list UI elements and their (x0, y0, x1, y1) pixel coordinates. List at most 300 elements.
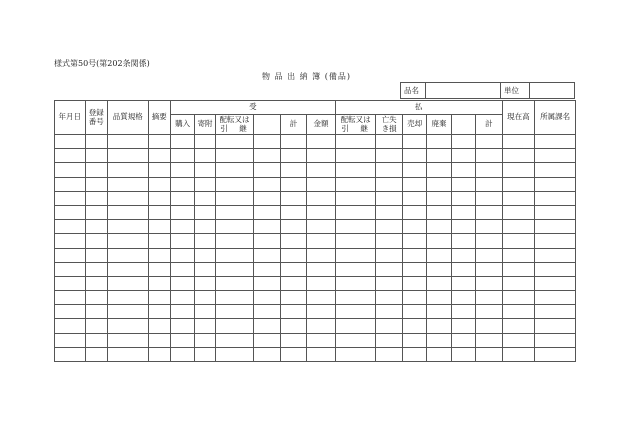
unit-field[interactable] (530, 83, 575, 99)
ledger-cell[interactable] (170, 177, 194, 191)
ledger-cell[interactable] (148, 234, 170, 248)
ledger-cell[interactable] (376, 135, 402, 149)
ledger-cell[interactable] (502, 276, 535, 290)
ledger-cell[interactable] (427, 276, 451, 290)
ledger-cell[interactable] (451, 333, 475, 347)
ledger-cell[interactable] (85, 234, 107, 248)
ledger-cell[interactable] (376, 234, 402, 248)
ledger-cell[interactable] (148, 191, 170, 205)
ledger-cell[interactable] (215, 205, 254, 219)
ledger-cell[interactable] (502, 163, 535, 177)
ledger-cell[interactable] (502, 220, 535, 234)
ledger-cell[interactable] (148, 220, 170, 234)
ledger-cell[interactable] (307, 319, 336, 333)
ledger-cell[interactable] (55, 191, 86, 205)
ledger-cell[interactable] (376, 205, 402, 219)
ledger-cell[interactable] (55, 262, 86, 276)
ledger-cell[interactable] (148, 177, 170, 191)
ledger-cell[interactable] (85, 248, 107, 262)
ledger-cell[interactable] (55, 276, 86, 290)
ledger-cell[interactable] (307, 291, 336, 305)
ledger-cell[interactable] (307, 262, 336, 276)
ledger-cell[interactable] (476, 177, 503, 191)
ledger-cell[interactable] (254, 177, 280, 191)
ledger-cell[interactable] (307, 305, 336, 319)
ledger-cell[interactable] (335, 333, 376, 347)
ledger-cell[interactable] (195, 276, 215, 290)
ledger-cell[interactable] (55, 177, 86, 191)
ledger-cell[interactable] (427, 319, 451, 333)
ledger-cell[interactable] (476, 305, 503, 319)
ledger-cell[interactable] (85, 163, 107, 177)
ledger-cell[interactable] (55, 234, 86, 248)
ledger-cell[interactable] (535, 305, 576, 319)
ledger-cell[interactable] (148, 262, 170, 276)
ledger-cell[interactable] (215, 305, 254, 319)
ledger-body (55, 135, 576, 362)
ledger-cell[interactable] (55, 305, 86, 319)
ledger-cell[interactable] (307, 135, 336, 149)
ledger-cell[interactable] (402, 234, 426, 248)
ledger-cell[interactable] (107, 333, 148, 347)
ledger-cell[interactable] (402, 248, 426, 262)
ledger-cell[interactable] (427, 234, 451, 248)
ledger-cell[interactable] (335, 149, 376, 163)
ledger-cell[interactable] (215, 262, 254, 276)
ledger-cell[interactable] (476, 205, 503, 219)
ledger-cell[interactable] (535, 276, 576, 290)
ledger-cell[interactable] (85, 149, 107, 163)
ledger-cell[interactable] (280, 333, 306, 347)
ledger-cell[interactable] (476, 163, 503, 177)
ledger-cell[interactable] (195, 220, 215, 234)
ledger-cell[interactable] (376, 291, 402, 305)
ledger-cell[interactable] (535, 177, 576, 191)
ledger-cell[interactable] (280, 234, 306, 248)
ledger-cell[interactable] (535, 135, 576, 149)
header-receive-transfer-line2: 引 継 (220, 123, 249, 133)
ledger-cell[interactable] (107, 291, 148, 305)
ledger-cell[interactable] (335, 305, 376, 319)
ledger-cell[interactable] (195, 135, 215, 149)
ledger-cell[interactable] (85, 191, 107, 205)
ledger-cell[interactable] (502, 191, 535, 205)
ledger-cell[interactable] (402, 149, 426, 163)
ledger-cell[interactable] (335, 220, 376, 234)
ledger-cell[interactable] (502, 291, 535, 305)
ledger-cell[interactable] (254, 191, 280, 205)
ledger-cell[interactable] (107, 305, 148, 319)
ledger-cell[interactable] (55, 163, 86, 177)
ledger-cell[interactable] (335, 262, 376, 276)
ledger-cell[interactable] (307, 177, 336, 191)
ledger-cell[interactable] (148, 163, 170, 177)
ledger-cell[interactable] (402, 276, 426, 290)
ledger-cell[interactable] (254, 333, 280, 347)
ledger-cell[interactable] (427, 262, 451, 276)
ledger-cell[interactable] (307, 191, 336, 205)
ledger-cell[interactable] (55, 220, 86, 234)
ledger-cell[interactable] (195, 333, 215, 347)
ledger-cell[interactable] (170, 305, 194, 319)
ledger-cell[interactable] (170, 149, 194, 163)
ledger-cell[interactable] (427, 248, 451, 262)
ledger-cell[interactable] (476, 149, 503, 163)
ledger-cell[interactable] (476, 333, 503, 347)
ledger-row (55, 135, 576, 149)
ledger-cell[interactable] (502, 135, 535, 149)
header-receive-total: 計 (280, 115, 306, 135)
ledger-cell[interactable] (148, 248, 170, 262)
ledger-cell[interactable] (195, 347, 215, 361)
ledger-cell[interactable] (402, 305, 426, 319)
ledger-cell[interactable] (215, 347, 254, 361)
ledger-cell[interactable] (170, 291, 194, 305)
ledger-cell[interactable] (476, 319, 503, 333)
ledger-cell[interactable] (451, 163, 475, 177)
ledger-cell[interactable] (427, 135, 451, 149)
ledger-cell[interactable] (307, 234, 336, 248)
ledger-cell[interactable] (502, 305, 535, 319)
ledger-cell[interactable] (170, 220, 194, 234)
ledger-cell[interactable] (502, 248, 535, 262)
ledger-cell[interactable] (307, 276, 336, 290)
ledger-cell[interactable] (502, 262, 535, 276)
ledger-cell[interactable] (476, 234, 503, 248)
ledger-cell[interactable] (307, 149, 336, 163)
ledger-cell[interactable] (195, 319, 215, 333)
ledger-cell[interactable] (85, 220, 107, 234)
ledger-cell[interactable] (195, 191, 215, 205)
ledger-cell[interactable] (307, 163, 336, 177)
ledger-cell[interactable] (195, 163, 215, 177)
ledger-cell[interactable] (376, 149, 402, 163)
ledger-cell[interactable] (476, 135, 503, 149)
ledger-cell[interactable] (451, 319, 475, 333)
ledger-cell[interactable] (215, 191, 254, 205)
ledger-cell[interactable] (376, 262, 402, 276)
ledger-cell[interactable] (148, 205, 170, 219)
ledger-cell[interactable] (170, 333, 194, 347)
ledger-cell[interactable] (335, 191, 376, 205)
ledger-cell[interactable] (55, 291, 86, 305)
ledger-cell[interactable] (215, 333, 254, 347)
ledger-cell[interactable] (55, 205, 86, 219)
ledger-cell[interactable] (402, 163, 426, 177)
ledger-cell[interactable] (85, 205, 107, 219)
ledger-cell[interactable] (376, 305, 402, 319)
header-pay: 払 (335, 101, 502, 115)
ledger-cell[interactable] (107, 191, 148, 205)
ledger-cell[interactable] (215, 149, 254, 163)
ledger-cell[interactable] (280, 262, 306, 276)
ledger-cell[interactable] (85, 333, 107, 347)
ledger-cell[interactable] (107, 234, 148, 248)
ledger-cell[interactable] (335, 234, 376, 248)
ledger-cell[interactable] (107, 163, 148, 177)
ledger-cell[interactable] (254, 291, 280, 305)
ledger-cell[interactable] (335, 319, 376, 333)
header-pay-disposal: 廃棄 (427, 115, 451, 135)
ledger-cell[interactable] (107, 177, 148, 191)
ledger-cell[interactable] (402, 191, 426, 205)
ledger-cell[interactable] (451, 276, 475, 290)
ledger-cell[interactable] (376, 333, 402, 347)
ledger-cell[interactable] (170, 191, 194, 205)
ledger-cell[interactable] (280, 191, 306, 205)
ledger-cell[interactable] (280, 163, 306, 177)
ledger-cell[interactable] (476, 220, 503, 234)
ledger-cell[interactable] (254, 319, 280, 333)
ledger-cell[interactable] (502, 319, 535, 333)
ledger-cell[interactable] (215, 177, 254, 191)
ledger-cell[interactable] (427, 191, 451, 205)
ledger-cell[interactable] (170, 205, 194, 219)
ledger-cell[interactable] (451, 262, 475, 276)
ledger-cell[interactable] (535, 149, 576, 163)
ledger-cell[interactable] (376, 177, 402, 191)
header-pay-transfer (335, 115, 376, 135)
ledger-cell[interactable] (148, 347, 170, 361)
ledger-cell[interactable] (195, 205, 215, 219)
ledger-cell[interactable] (427, 220, 451, 234)
ledger-cell[interactable] (148, 276, 170, 290)
ledger-cell[interactable] (502, 149, 535, 163)
ledger-cell[interactable] (107, 319, 148, 333)
ledger-cell[interactable] (215, 163, 254, 177)
ledger-cell[interactable] (427, 149, 451, 163)
ledger-cell[interactable] (148, 149, 170, 163)
ledger-cell[interactable] (280, 248, 306, 262)
ledger-cell[interactable] (85, 319, 107, 333)
ledger-cell[interactable] (335, 347, 376, 361)
ledger-cell[interactable] (107, 220, 148, 234)
ledger-cell[interactable] (148, 333, 170, 347)
ledger-cell[interactable] (170, 248, 194, 262)
ledger-cell[interactable] (170, 319, 194, 333)
ledger-cell[interactable] (148, 305, 170, 319)
ledger-cell[interactable] (107, 347, 148, 361)
ledger-cell[interactable] (451, 248, 475, 262)
ledger-row (55, 177, 576, 191)
ledger-cell[interactable] (215, 291, 254, 305)
ledger-cell[interactable] (335, 248, 376, 262)
ledger-cell[interactable] (451, 347, 475, 361)
ledger-cell[interactable] (85, 347, 107, 361)
ledger-cell[interactable] (502, 234, 535, 248)
ledger-cell[interactable] (85, 177, 107, 191)
ledger-cell[interactable] (85, 305, 107, 319)
ledger-cell[interactable] (402, 319, 426, 333)
item-name-field[interactable] (426, 83, 501, 99)
ledger-cell[interactable] (451, 305, 475, 319)
ledger-cell[interactable] (307, 205, 336, 219)
ledger-cell[interactable] (451, 135, 475, 149)
ledger-cell[interactable] (427, 205, 451, 219)
ledger-cell[interactable] (55, 135, 86, 149)
ledger-cell[interactable] (215, 220, 254, 234)
ledger-cell[interactable] (195, 262, 215, 276)
ledger-cell[interactable] (335, 135, 376, 149)
ledger-cell[interactable] (280, 135, 306, 149)
ledger-cell[interactable] (85, 262, 107, 276)
ledger-cell[interactable] (254, 248, 280, 262)
ledger-cell[interactable] (280, 177, 306, 191)
ledger-cell[interactable] (215, 276, 254, 290)
ledger-cell[interactable] (335, 163, 376, 177)
ledger-cell[interactable] (451, 149, 475, 163)
ledger-cell[interactable] (535, 319, 576, 333)
ledger-cell[interactable] (376, 319, 402, 333)
ledger-cell[interactable] (335, 177, 376, 191)
ledger-cell[interactable] (195, 248, 215, 262)
ledger-cell[interactable] (195, 291, 215, 305)
ledger-cell[interactable] (502, 333, 535, 347)
ledger-cell[interactable] (402, 291, 426, 305)
ledger-cell[interactable] (335, 205, 376, 219)
ledger-cell[interactable] (195, 177, 215, 191)
ledger-cell[interactable] (427, 347, 451, 361)
ledger-cell[interactable] (148, 135, 170, 149)
ledger-cell[interactable] (402, 135, 426, 149)
ledger-cell[interactable] (451, 234, 475, 248)
ledger-cell[interactable] (254, 149, 280, 163)
ledger-cell[interactable] (535, 333, 576, 347)
ledger-cell[interactable] (451, 220, 475, 234)
ledger-cell[interactable] (535, 291, 576, 305)
ledger-cell[interactable] (376, 276, 402, 290)
ledger-cell[interactable] (55, 149, 86, 163)
ledger-cell[interactable] (376, 248, 402, 262)
header-pay-blank (451, 115, 475, 135)
ledger-cell[interactable] (376, 220, 402, 234)
ledger-cell[interactable] (535, 205, 576, 219)
ledger-cell[interactable] (535, 262, 576, 276)
ledger-cell[interactable] (335, 291, 376, 305)
ledger-cell[interactable] (170, 262, 194, 276)
ledger-cell[interactable] (476, 248, 503, 262)
ledger-cell[interactable] (476, 291, 503, 305)
ledger-cell[interactable] (85, 276, 107, 290)
ledger-cell[interactable] (55, 347, 86, 361)
ledger-cell[interactable] (195, 234, 215, 248)
ledger-cell[interactable] (427, 305, 451, 319)
ledger-cell[interactable] (402, 347, 426, 361)
ledger-cell[interactable] (402, 220, 426, 234)
ledger-cell[interactable] (170, 163, 194, 177)
ledger-cell[interactable] (451, 291, 475, 305)
ledger-cell[interactable] (476, 191, 503, 205)
ledger-cell[interactable] (427, 291, 451, 305)
ledger-cell[interactable] (55, 248, 86, 262)
ledger-cell[interactable] (502, 205, 535, 219)
ledger-cell[interactable] (451, 205, 475, 219)
ledger-cell[interactable] (427, 163, 451, 177)
ledger-cell[interactable] (170, 347, 194, 361)
ledger-cell[interactable] (254, 262, 280, 276)
ledger-cell[interactable] (280, 220, 306, 234)
ledger-cell[interactable] (254, 205, 280, 219)
ledger-cell[interactable] (55, 319, 86, 333)
ledger-cell[interactable] (451, 191, 475, 205)
ledger-cell[interactable] (280, 205, 306, 219)
ledger-cell[interactable] (254, 305, 280, 319)
ledger-cell[interactable] (85, 291, 107, 305)
ledger-cell[interactable] (535, 163, 576, 177)
ledger-cell[interactable] (254, 234, 280, 248)
ledger-cell[interactable] (254, 163, 280, 177)
ledger-cell[interactable] (476, 276, 503, 290)
ledger-cell[interactable] (535, 347, 576, 361)
ledger-cell[interactable] (402, 333, 426, 347)
ledger-cell[interactable] (254, 276, 280, 290)
ledger-cell[interactable] (307, 347, 336, 361)
ledger-cell[interactable] (307, 220, 336, 234)
ledger-cell[interactable] (107, 135, 148, 149)
ledger-cell[interactable] (502, 347, 535, 361)
ledger-cell[interactable] (254, 220, 280, 234)
ledger-cell[interactable] (107, 248, 148, 262)
ledger-cell[interactable] (280, 149, 306, 163)
header-pay-transfer-line1: 配転又は (340, 114, 371, 124)
ledger-cell[interactable] (215, 248, 254, 262)
ledger-cell[interactable] (451, 177, 475, 191)
ledger-cell[interactable] (55, 333, 86, 347)
ledger-cell[interactable] (280, 319, 306, 333)
ledger-cell[interactable] (280, 347, 306, 361)
ledger-cell[interactable] (476, 262, 503, 276)
ledger-cell[interactable] (195, 149, 215, 163)
ledger-cell[interactable] (427, 333, 451, 347)
ledger-cell[interactable] (402, 262, 426, 276)
ledger-cell[interactable] (476, 347, 503, 361)
ledger-cell[interactable] (502, 177, 535, 191)
ledger-cell[interactable] (215, 319, 254, 333)
ledger-cell[interactable] (535, 234, 576, 248)
ledger-cell[interactable] (335, 276, 376, 290)
ledger-cell[interactable] (170, 234, 194, 248)
ledger-cell[interactable] (107, 149, 148, 163)
ledger-cell[interactable] (107, 205, 148, 219)
ledger-cell[interactable] (215, 234, 254, 248)
ledger-cell[interactable] (402, 177, 426, 191)
ledger-cell[interactable] (85, 135, 107, 149)
ledger-cell[interactable] (376, 347, 402, 361)
ledger-cell[interactable] (402, 205, 426, 219)
ledger-cell[interactable] (148, 319, 170, 333)
ledger-cell[interactable] (427, 177, 451, 191)
ledger-cell[interactable] (215, 135, 254, 149)
ledger-cell[interactable] (148, 291, 170, 305)
ledger-cell[interactable] (376, 191, 402, 205)
ledger-cell[interactable] (107, 262, 148, 276)
ledger-cell[interactable] (170, 135, 194, 149)
ledger-cell[interactable] (107, 276, 148, 290)
ledger-cell[interactable] (376, 163, 402, 177)
ledger-cell[interactable] (280, 305, 306, 319)
ledger-cell[interactable] (254, 347, 280, 361)
ledger-cell[interactable] (254, 135, 280, 149)
ledger-cell[interactable] (535, 220, 576, 234)
ledger-cell[interactable] (280, 276, 306, 290)
ledger-cell[interactable] (535, 248, 576, 262)
ledger-cell[interactable] (307, 248, 336, 262)
ledger-cell[interactable] (280, 291, 306, 305)
ledger-cell[interactable] (535, 191, 576, 205)
ledger-cell[interactable] (307, 333, 336, 347)
ledger-cell[interactable] (170, 276, 194, 290)
ledger-cell[interactable] (195, 305, 215, 319)
